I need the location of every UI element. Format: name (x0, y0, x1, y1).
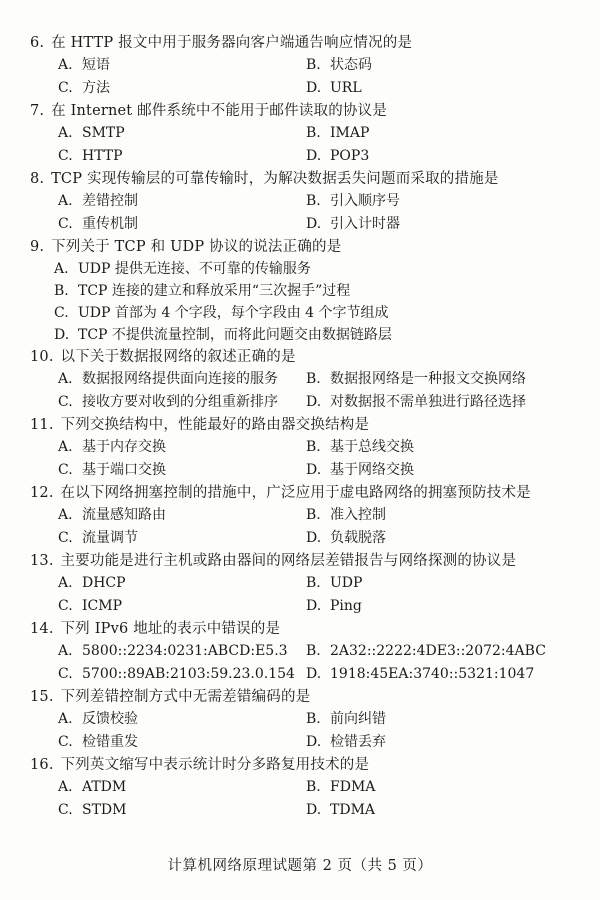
option-b: B. 状态码 (306, 57, 372, 73)
question-text: 在 Internet 邮件系统中不能用于邮件读取的协议是 (51, 103, 388, 119)
option-d: D. URL (306, 80, 362, 96)
option-c: C. 5700::89AB:2103:59.23.0.154 (58, 666, 295, 682)
option-c: C. STDM (58, 802, 127, 818)
question-text: 下列英文缩写中表示统计时分多路复用技术的是 (60, 757, 370, 773)
question-number: 8. (30, 171, 45, 187)
question-9 (30, 237, 560, 347)
option-a: A. 反馈校验 (58, 711, 138, 727)
option-b: B. 2A32::2222:4DE3::2072:4ABC (306, 643, 546, 659)
option-d: D. POP3 (306, 148, 370, 164)
question-number: 7. (30, 103, 45, 119)
question-number: 13. (30, 553, 54, 569)
option-c: C. HTTP (58, 148, 123, 164)
option-c: C. UDP 首部为 4 个字段，每个字段由 4 个字节组成 (54, 305, 389, 321)
option-b: B. 引入顺序号 (306, 193, 400, 209)
question-number: 14. (30, 621, 54, 637)
question-stem (30, 101, 560, 123)
option-b: B. 数据报网络是一种报文交换网络 (306, 371, 526, 387)
question-stem (30, 687, 560, 709)
option-d: D. Ping (306, 598, 362, 614)
question-stem (30, 237, 560, 259)
option-a: A. 基于内存交换 (58, 439, 166, 455)
question-text: 下列关于 TCP 和 UDP 协议的说法正确的是 (51, 239, 342, 255)
option-b: B. 准入控制 (306, 507, 386, 523)
question-text: TCP 实现传输层的可靠传输时，为解决数据丢失问题而采取的措施是 (51, 171, 499, 187)
option-a: A. ATDM (58, 779, 127, 795)
option-b: B. TCP 连接的建立和释放采用“三次握手”过程 (54, 283, 351, 299)
option-c: C. 基于端口交换 (58, 462, 166, 478)
question-number: 10. (30, 349, 54, 365)
question-13 (30, 551, 560, 619)
question-stem (30, 347, 560, 369)
option-a: A. 数据报网络提供面向连接的服务 (58, 371, 278, 387)
option-b: B. UDP (306, 575, 363, 591)
question-number: 15. (30, 689, 54, 705)
option-c: C. 方法 (58, 80, 110, 96)
option-a: A. 短语 (58, 57, 110, 73)
question-stem (30, 169, 560, 191)
question-number: 12. (30, 485, 54, 501)
question-text: 主要功能是进行主机或路由器间的网络层差错报告与网络探测的协议是 (60, 553, 517, 569)
option-a: A. 差错控制 (58, 193, 138, 209)
question-10 (30, 347, 560, 415)
option-d: D. 引入计时器 (306, 216, 400, 232)
option-d: D. TDMA (306, 802, 376, 818)
option-b: B. IMAP (306, 125, 370, 141)
question-stem (30, 415, 560, 437)
question-6 (30, 33, 560, 101)
question-stem (30, 551, 560, 573)
question-11 (30, 415, 560, 483)
question-text: 下列交换结构中，性能最好的路由器交换结构是 (60, 417, 370, 433)
option-b: B. FDMA (306, 779, 376, 795)
option-d: D. 基于网络交换 (306, 462, 414, 478)
question-stem (30, 619, 560, 641)
option-b: B. 基于总线交换 (306, 439, 414, 455)
option-a: A. 5800::2234:0231:ABCD:E5.3 (58, 643, 288, 659)
option-a: A. UDP 提供无连接、不可靠的传输服务 (54, 261, 311, 277)
option-d: D. 检错丢弃 (306, 734, 386, 750)
question-stem (30, 483, 560, 505)
question-number: 9. (30, 239, 45, 255)
question-stem (30, 755, 560, 777)
option-a: A. 流量感知路由 (58, 507, 166, 523)
option-b: B. 前向纠错 (306, 711, 386, 727)
question-text: 在 HTTP 报文中用于服务器向客户端通告响应情况的是 (51, 35, 413, 51)
question-14 (30, 619, 560, 687)
option-c: C. 接收方要对收到的分组重新排序 (58, 394, 278, 410)
question-stem (30, 33, 560, 55)
option-c: C. 检错重发 (58, 734, 138, 750)
option-d: D. TCP 不提供流量控制，而将此问题交由数据链路层 (54, 327, 392, 343)
question-number: 6. (30, 35, 45, 51)
option-d: D. 对数据报不需单独进行路径选择 (306, 394, 526, 410)
question-text: 下列 IPv6 地址的表示中错误的是 (60, 621, 281, 637)
option-d: D. 1918:45EA:3740::5321:1047 (306, 666, 535, 682)
question-7 (30, 101, 560, 169)
question-number: 16. (30, 757, 54, 773)
question-8 (30, 169, 560, 237)
question-number: 11. (30, 417, 54, 433)
option-c: C. 重传机制 (58, 216, 138, 232)
option-c: C. 流量调节 (58, 530, 138, 546)
option-c: C. ICMP (58, 598, 122, 614)
question-text: 以下关于数据报网络的叙述正确的是 (60, 349, 296, 365)
option-a: A. SMTP (58, 125, 125, 141)
question-text: 下列差错控制方式中无需差错编码的是 (60, 689, 311, 705)
question-16 (30, 755, 560, 823)
question-text: 在以下网络拥塞控制的措施中，广泛应用于虚电路网络的拥塞预防技术是 (60, 485, 531, 501)
question-15 (30, 687, 560, 755)
option-d: D. 负载脱落 (306, 530, 386, 546)
page-footer: 计算机网络原理试题第 2 页（共 5 页） (167, 858, 433, 874)
option-a: A. DHCP (58, 575, 126, 591)
question-12 (30, 483, 560, 551)
